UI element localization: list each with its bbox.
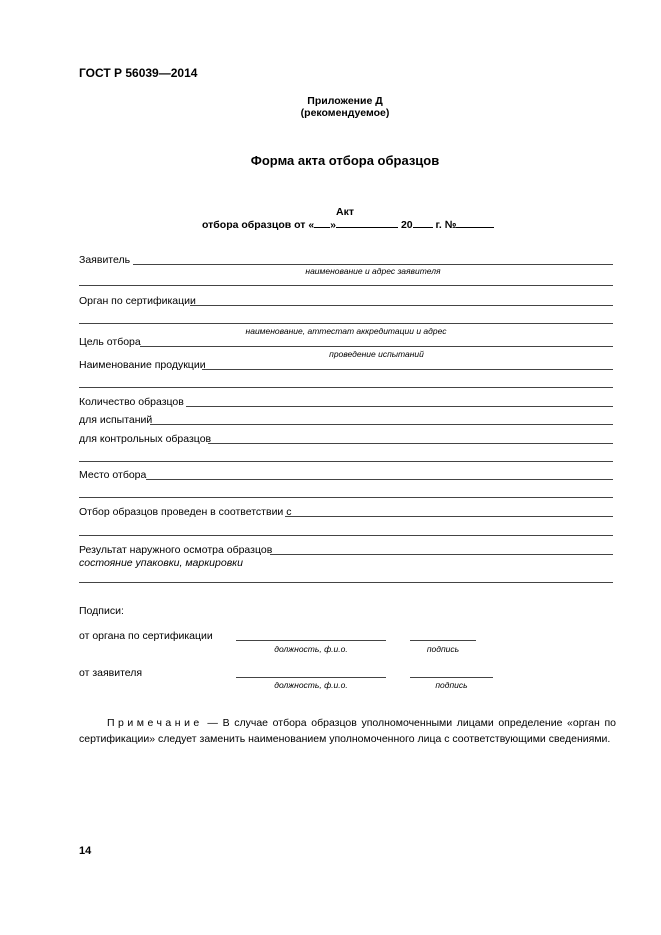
sign-applicant-signature-caption: подпись [435,680,468,690]
sign-cert-body-signature-caption: подпись [426,644,460,654]
act-date-prefix: отбора образцов от « [202,219,315,231]
for-control-line [208,443,613,444]
act-title: Акт [336,206,354,218]
inspection-label: Результат наружного осмотра образцов [79,544,273,556]
for-control-label: для контрольных образцов [79,433,212,445]
inspection-line-2 [79,582,613,583]
appendix-note: (рекомендуемое) [300,107,390,119]
act-number-prefix: г. № [435,219,457,231]
act-subtitle [202,219,494,231]
sign-cert-body-position-caption: должность, ф.и.о. [274,644,348,654]
for-tests-line [150,424,613,425]
sign-applicant-position-caption: должность, ф.и.о. [274,680,348,690]
sign-applicant-label: от заявителя [79,667,143,679]
place-label: Место отбора [79,469,147,481]
purpose-label: Цель отбора [79,336,141,348]
place-line-2 [79,497,613,498]
cert-body-caption: наименование, аттестат аккредитации и адрес [245,326,447,336]
applicant-caption: наименование и адрес заявителя [305,266,441,276]
cert-body-line [190,305,613,306]
sign-applicant-signature-line [410,677,493,678]
applicant-label: Заявитель [79,254,131,266]
conducted-per-label: Отбор образцов проведен в соответствии с [79,506,292,518]
product-name-line [202,369,613,370]
purpose-line [140,346,613,347]
signatures-title: Подписи: [79,605,124,617]
act-day-blank [314,227,330,228]
standard-code: ГОСТ Р 56039—2014 [79,66,198,80]
conducted-per-line [285,516,613,517]
product-name-label: Наименование продукции [79,359,206,371]
sign-cert-body-label: от органа по сертификации [79,630,213,642]
form-title: Форма акта отбора образцов [250,153,440,168]
note-paragraph [79,715,616,747]
sample-count-line [186,406,613,407]
sign-applicant-position-line [236,677,386,678]
for-tests-label: для испытаний [79,414,153,426]
note-text: — В случае отбора образцов уполномоченными лицами определение «орган по сертификации» следует заменить наименованием уполномоченного лица с соответствующими сведениями. [79,717,616,745]
for-control-line-2 [79,461,613,462]
place-line [146,479,613,480]
applicant-line [133,264,613,265]
sign-cert-body-position-line [236,640,386,641]
act-year-prefix: 20 [400,219,413,231]
cert-body-label: Орган по сертификации [79,295,196,307]
conducted-per-line-2 [79,535,613,536]
act-year-blank [413,227,433,228]
product-name-line-2 [79,387,613,388]
inspection-caption: состояние упаковки, маркировки [79,557,243,569]
cert-body-line-2 [79,323,613,324]
note-label: Примечание [107,717,203,729]
purpose-caption: проведение испытаний [329,349,424,359]
appendix-label: Приложение Д [307,95,383,107]
act-date-mid: » [330,219,337,231]
page-number: 14 [79,845,92,857]
sample-count-label: Количество образцов [79,396,184,408]
act-number-blank [456,227,494,228]
inspection-line [270,554,613,555]
applicant-line-2 [79,285,613,286]
act-month-blank [336,227,398,228]
sign-cert-body-signature-line [410,640,476,641]
